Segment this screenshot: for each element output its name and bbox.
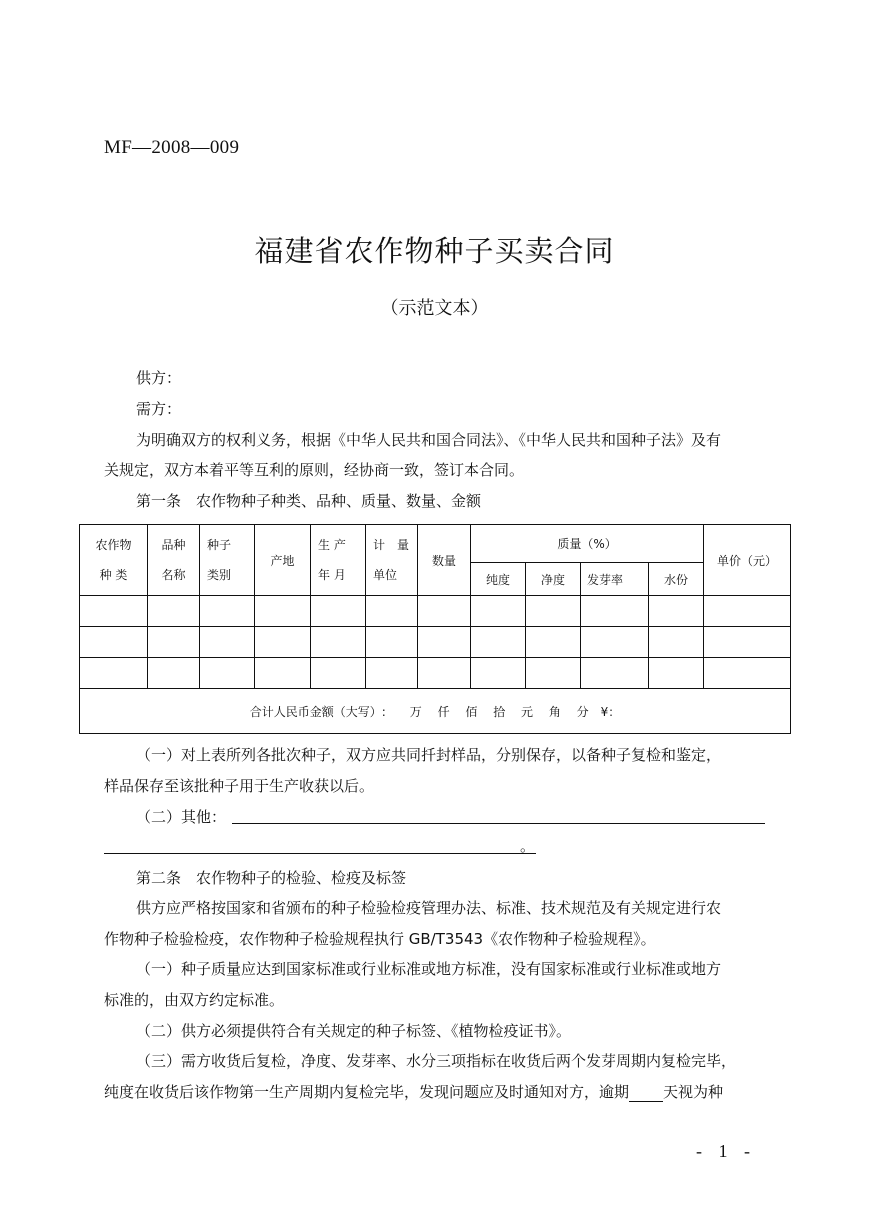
table-cell [255,596,311,627]
clause-2-1-line-1: （一）种子质量应达到国家标准或行业标准或地方标准，没有国家标准或行业标准或地方 [136,960,722,978]
page-number: - 1 - [696,1141,756,1161]
table-cell [366,658,418,689]
other-terms-blank-line-1[interactable] [232,823,765,824]
header-variety-l2: 名称 [161,568,186,582]
header-production-date-l2: 年 月 [318,568,346,582]
clause-2-3-line-2-a: 纯度在收货后该作物第一生产周期内复检完毕，发现问题应及时通知对方，逾期 [104,1083,630,1101]
table-cell [311,596,366,627]
clause-2-3-line-2 [104,1082,766,1102]
page-subtitle: （示范文本） [380,298,489,319]
table-cell [200,596,255,627]
header-variety-l1: 品种 [161,538,186,552]
header-origin: 产地 [255,525,311,596]
page-title: 福建省农作物种子买卖合同 [254,234,615,268]
document-code: MF—2008—009 [104,137,240,158]
table-cell [80,658,148,689]
table-cell [255,658,311,689]
intro-line-1: 为明确双方的权利义务，根据《中华人民共和国合同法》、《中华人民共和国种子法》及有 [136,431,722,449]
table-cell [471,658,526,689]
table-row [80,596,791,627]
clause-1-2-end: 。 [520,837,536,855]
table-cell [366,627,418,658]
clause-2-1-line-2: 标准的，由双方约定标准。 [104,991,285,1009]
total-amount-label: 合计人民币金额（大写）: 万 仟 佰 拾 元 角 分 ¥： [80,689,791,734]
header-crop-type-l1: 农作物 [95,538,132,552]
header-production-date-l1: 生 产 [318,538,346,552]
table-row [80,627,791,658]
overdue-days-blank[interactable] [629,1086,663,1102]
article-1-heading: 第一条 农作物种子种类、品种、质量、数量、金额 [136,492,482,510]
header-cleanliness: 净度 [526,563,581,596]
table-cell [471,627,526,658]
clause-2-3-line-1: （三）需方收货后复检，净度、发芽率、水分三项指标在收货后两个发芽周期内复检完毕， [136,1052,737,1070]
clause-1-1-line-1: （一）对上表所列各批次种子，双方应共同扦封样品，分别保存，以备种子复检和鉴定， [136,746,722,764]
header-seed-class-l2: 类别 [207,568,232,582]
table-cell [418,627,471,658]
header-crop-type-l2: 种 类 [99,568,128,582]
table-row [80,658,791,689]
article-2-heading: 第二条 农作物种子的检验、检疫及标签 [136,869,407,887]
table-cell [581,596,649,627]
header-seed-class-l1: 种子 [207,538,232,552]
table-cell [418,596,471,627]
clause-2-2: （二）供方必须提供符合有关规定的种子标签、《植物检疫证书》。 [136,1022,572,1040]
table-cell [526,658,581,689]
table-cell [418,658,471,689]
table-cell [366,596,418,627]
header-quality: 质量（%） [471,525,704,563]
table-cell [80,596,148,627]
header-production-date [311,525,366,596]
table-cell [311,627,366,658]
table-cell [200,627,255,658]
header-unit-price: 单价（元） [704,525,791,596]
table-cell [148,658,200,689]
header-crop-type [80,525,148,596]
header-variety [148,525,200,596]
seed-table [79,524,791,734]
header-moisture: 水份 [649,563,704,596]
clause-1-1-line-2: 样品保存至该批种子用于生产收获以后。 [104,777,375,795]
table-cell [526,596,581,627]
article-2-line-1: 供方应严格按国家和省颁布的种子检验检疫管理办法、标准、技术规范及有关规定进行农 [136,899,722,917]
header-germination: 发芽率 [581,563,649,596]
table-cell [255,627,311,658]
table-cell [80,627,148,658]
header-quantity: 数量 [418,525,471,596]
supplier-label: 供方： [136,369,182,387]
intro-line-2: 关规定，双方本着平等互利的原则，经协商一致，签订本合同。 [104,461,525,479]
header-unit-l2: 单位 [373,568,398,582]
table-cell [148,596,200,627]
header-purity: 纯度 [471,563,526,596]
table-cell [526,627,581,658]
header-seed-class [200,525,255,596]
table-cell [649,627,704,658]
table-cell [581,627,649,658]
table-cell [581,658,649,689]
table-cell [704,627,791,658]
header-unit [366,525,418,596]
buyer-label: 需方： [136,400,182,418]
table-cell [704,596,791,627]
table-cell [649,596,704,627]
table-cell [148,627,200,658]
article-2-line-2: 作物种子检验检疫，农作物种子检验规程执行 GB/T3543《农作物种子检验规程》。 [104,930,656,948]
table-cell [200,658,255,689]
clause-1-2-label: （二）其他： [136,808,227,826]
table-cell [704,658,791,689]
table-cell [649,658,704,689]
table-cell [311,658,366,689]
clause-2-3-line-2-b: 天视为种 [663,1083,724,1101]
table-cell [471,596,526,627]
other-terms-blank-line-2[interactable] [104,853,536,854]
total-amount-row [80,689,791,734]
header-unit-l1: 计 量 [373,538,410,552]
